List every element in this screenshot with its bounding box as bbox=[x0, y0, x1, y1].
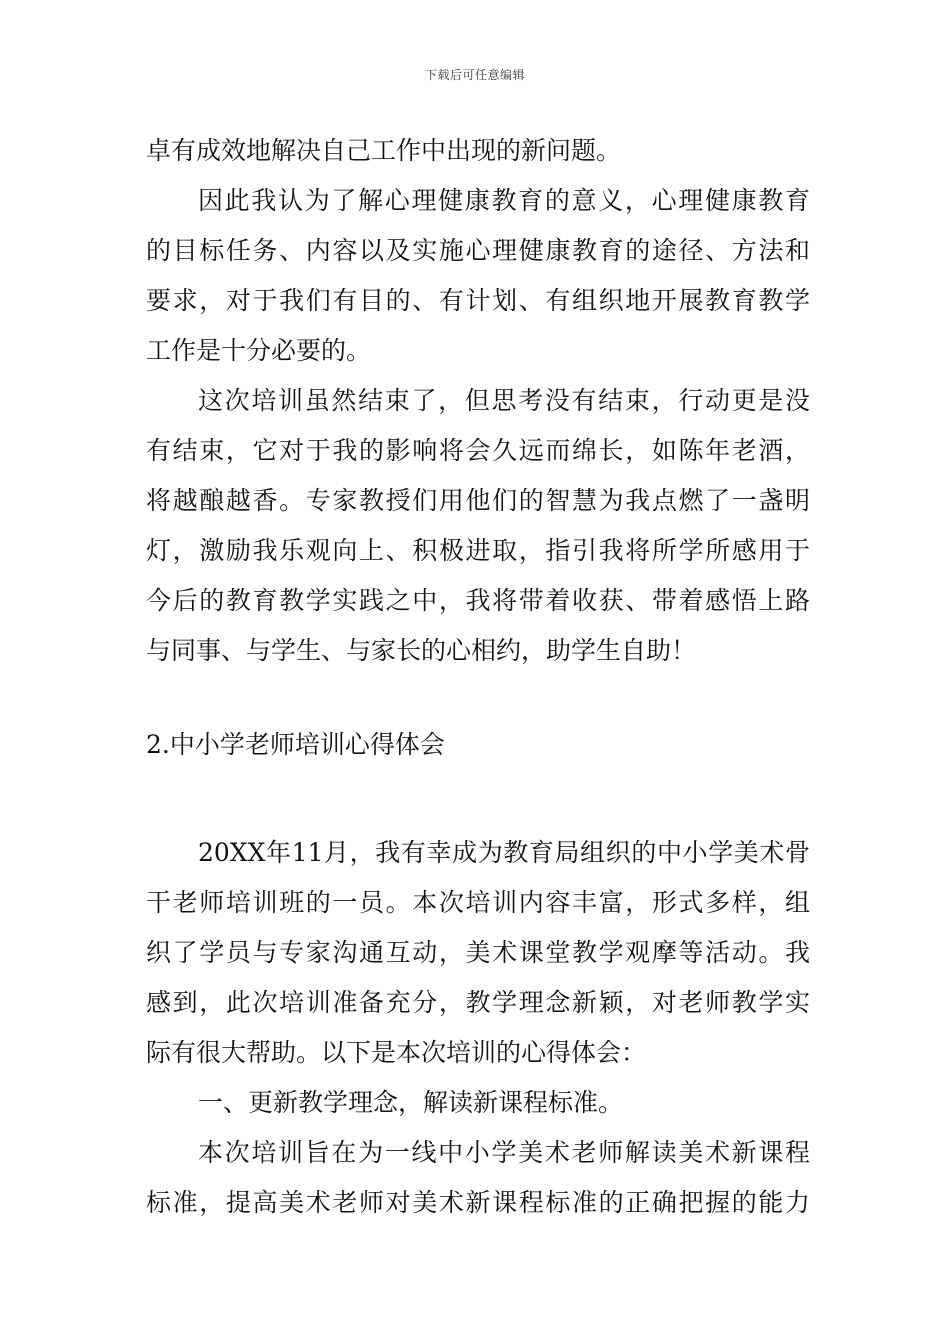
paragraph-line: 20XX年11月，我有幸成为教育局组织的中小学美术骨 bbox=[198, 838, 810, 867]
paragraph-line: 灯，激励我乐观向上、积极进取，指引我将所学所感用于 bbox=[146, 536, 810, 565]
paragraph-line: 际有很大帮助。以下是本次培训的心得体会： bbox=[146, 1038, 647, 1067]
paragraph-line: 要求，对于我们有目的、有计划、有组织地开展教育教学 bbox=[146, 286, 810, 315]
document-body bbox=[146, 126, 810, 1228]
paragraph-line: 标准，提高美术老师对美术新课程标准的正确把握的能力 bbox=[146, 1188, 810, 1217]
paragraph-line: 将越酿越香。专家教授们用他们的智慧为我点燃了一盏明 bbox=[146, 486, 810, 515]
paragraph-line: 今后的教育教学实践之中，我将带着收获、带着感悟上路 bbox=[146, 586, 810, 615]
paragraph-line: 与同事、与学生、与家长的心相约，助学生自助！ bbox=[146, 636, 697, 665]
paragraph-line: 卓有成效地解决自己工作中出现的新问题。 bbox=[146, 136, 622, 165]
paragraph-line: 本次培训旨在为一线中小学美术老师解读美术新课程 bbox=[198, 1138, 810, 1167]
spacer bbox=[146, 676, 810, 720]
page-header-note: 下载后可任意编辑 bbox=[424, 68, 525, 82]
subsection-heading: 一、更新教学理念，解读新课程标准。 bbox=[198, 1088, 624, 1117]
spacer bbox=[146, 770, 810, 828]
paragraph-line: 干老师培训班的一员。本次培训内容丰富，形式多样，组 bbox=[146, 888, 810, 917]
paragraph-line: 感到，此次培训准备充分，教学理念新颖，对老师教学实 bbox=[146, 988, 810, 1017]
paragraph-line: 因此我认为了解心理健康教育的意义，心理健康教育 bbox=[198, 186, 810, 215]
paragraph-line: 的目标任务、内容以及实施心理健康教育的途径、方法和 bbox=[146, 236, 810, 265]
paragraph-line: 有结束，它对于我的影响将会久远而绵长，如陈年老酒， bbox=[146, 436, 810, 465]
section-heading: 2.中小学老师培训心得体会 bbox=[146, 730, 445, 759]
paragraph-line: 织了学员与专家沟通互动，美术课堂教学观摩等活动。我 bbox=[146, 938, 810, 967]
paragraph-line: 这次培训虽然结束了，但思考没有结束，行动更是没 bbox=[198, 386, 810, 415]
paragraph-line: 工作是十分必要的。 bbox=[146, 336, 372, 365]
